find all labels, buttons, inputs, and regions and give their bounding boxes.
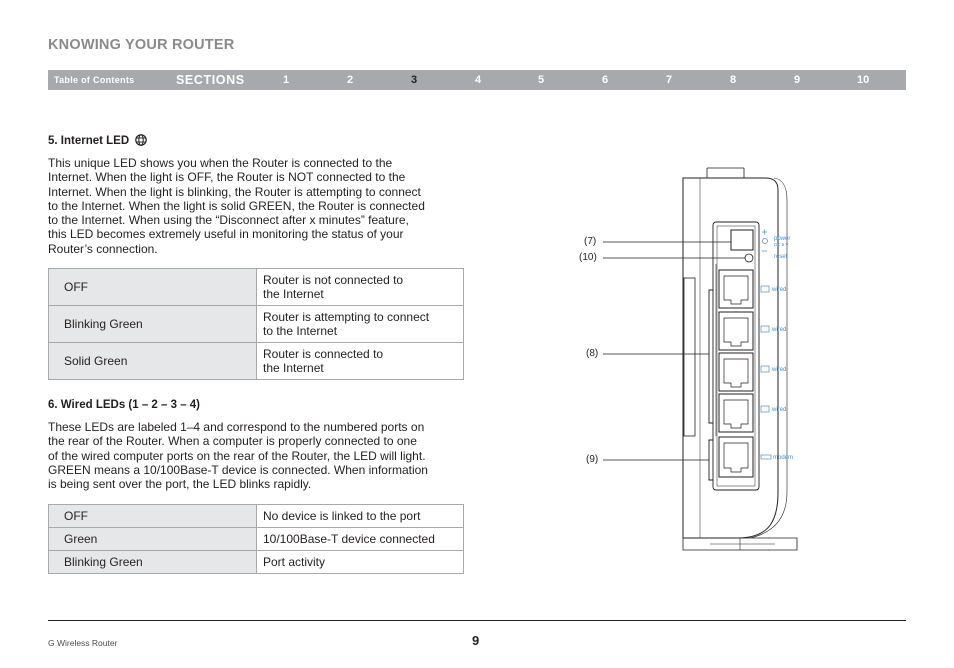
modem-label: modem [773, 455, 794, 461]
section-link-3[interactable]: 3 [411, 74, 418, 86]
table-row [49, 528, 464, 551]
cell-line: the Internet [263, 361, 324, 375]
led-state-cell: Solid Green [49, 343, 257, 380]
section-link-10[interactable]: 10 [857, 74, 870, 86]
paragraph-line: Internet. When the light is blinking, the Router is attempting to connect [48, 184, 421, 199]
led-meaning-cell: No device is linked to the port [257, 505, 464, 528]
table-row [49, 505, 464, 528]
led-state-cell: Blinking Green [49, 306, 257, 343]
page-number: 9 [472, 633, 480, 648]
modem-port [719, 437, 753, 477]
internet-led-description [48, 156, 468, 256]
led-meaning-cell [257, 269, 464, 306]
table-row [49, 343, 464, 380]
section-link-4[interactable]: 4 [475, 74, 482, 86]
internet-globe-icon [135, 134, 147, 149]
paragraph-line: Router’s connection. [48, 241, 158, 256]
paragraph-line: These LEDs are labeled 1–4 and correspond to the numbered ports on [48, 420, 425, 434]
cell-line: Router is attempting to connect [263, 310, 430, 324]
section-link-8[interactable]: 8 [730, 74, 737, 86]
footer-product-name: G Wireless Router [48, 638, 118, 648]
section-link-9[interactable]: 9 [794, 74, 801, 86]
paragraph-line: of the wired computer ports on the rear of the Router, the LED will light. [48, 448, 426, 463]
wired-label: wired [772, 327, 787, 333]
led-state-cell: OFF [49, 269, 257, 306]
wired-leds-description [48, 420, 468, 491]
table-of-contents-link[interactable]: Table of Contents [54, 75, 135, 85]
callout-7: (7) [584, 236, 597, 247]
led-state-cell: Blinking Green [49, 551, 257, 574]
internet-led-status-table [48, 268, 464, 380]
sections-label: SECTIONS [176, 73, 245, 87]
section-link-6[interactable]: 6 [602, 74, 609, 86]
led-meaning-cell [257, 343, 464, 380]
section-link-2[interactable]: 2 [347, 74, 354, 86]
section-nav-bar [48, 70, 906, 90]
wired-label: wired [772, 407, 787, 413]
paragraph-line: This unique LED shows you when the Router is connected to the [48, 156, 393, 170]
power-sub-label: DC 5 V [774, 242, 789, 247]
cell-line: the Internet [263, 287, 324, 301]
internet-led-heading [48, 134, 147, 149]
table-row [49, 306, 464, 343]
ethernet-port [719, 270, 753, 308]
page-header-title: KNOWING YOUR ROUTER [48, 37, 235, 53]
table-row [49, 551, 464, 574]
table-row [49, 269, 464, 306]
cell-line: to the Internet [263, 324, 338, 338]
callout-10: (10) [579, 252, 597, 263]
callout-9: (9) [586, 454, 599, 465]
paragraph-line: to the Internet. When using the “Disconnect after x minutes” feature, [48, 213, 409, 228]
section-link-5[interactable]: 5 [538, 74, 545, 86]
paragraph-line: this LED becomes extremely useful in monitoring the status of your [48, 227, 404, 242]
led-state-cell: Green [49, 528, 257, 551]
paragraph-line: GREEN means a 10/100Base-T device is connected. When information [48, 462, 428, 477]
wired-leds-heading: 6. Wired LEDs (1 – 2 – 3 – 4) [48, 399, 201, 411]
wired-led-status-table [48, 504, 464, 574]
reset-label: reset [774, 254, 788, 260]
wired-label: wired [772, 367, 787, 373]
ethernet-port [719, 394, 753, 432]
callout-8: (8) [586, 348, 599, 359]
paragraph-line: Internet. When the light is OFF, the Router is NOT connected to the [48, 170, 406, 185]
section-link-7[interactable]: 7 [666, 74, 673, 86]
led-state-cell: OFF [49, 505, 257, 528]
footer-divider [48, 620, 906, 621]
wired-label: wired [772, 287, 787, 293]
paragraph-line: to the Internet. When the light is solid GREEN, the Router is connected [48, 198, 425, 213]
router-drawing [570, 150, 820, 560]
cell-line: Router is not connected to [263, 273, 404, 287]
paragraph-line: the rear of the Router. When a computer is properly connected to one [48, 434, 417, 449]
router-rear-illustration [570, 150, 820, 560]
internet-led-heading-text: 5. Internet LED [48, 135, 130, 147]
power-label: power [774, 236, 791, 242]
paragraph-line: is being sent over the port, the LED blinks rapidly. [48, 477, 312, 492]
led-meaning-cell: Port activity [257, 551, 464, 574]
led-meaning-cell [257, 306, 464, 343]
ethernet-port [719, 353, 753, 391]
cell-line: Router is connected to [263, 347, 384, 361]
led-meaning-cell: 10/100Base-T device connected [257, 528, 464, 551]
ethernet-port [719, 312, 753, 350]
section-link-1[interactable]: 1 [283, 74, 290, 86]
